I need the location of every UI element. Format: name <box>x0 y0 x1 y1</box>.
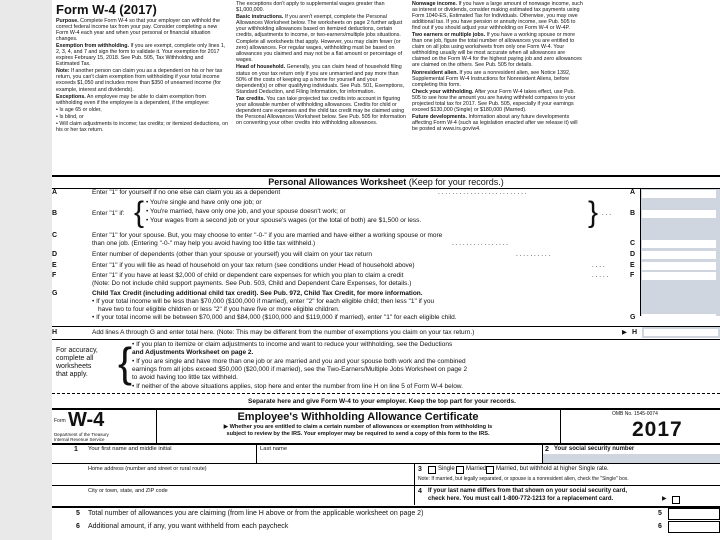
form-title: Form W-4 (2017) <box>56 2 157 17</box>
col3-paragraph-text: After your Form W-4 takes effect, use Pub. 505 to see how the amount you are having withheld compares to your projected total tax for 2017. See Pub. 505, especially if your earnings exceed $130,000 (Single) or $180,000 (Married). <box>412 88 576 113</box>
line-d-entry[interactable] <box>642 251 716 259</box>
accuracy-item-1: • If you plan to itemize or claim adjustments to income and want to reduce your withholding, see the Deductions <box>132 341 453 348</box>
line-g-text-1: Child Tax Credit (including additional child tax credit). See Pub. 972, Child Tax Credit, for more information. <box>92 290 423 297</box>
col2-paragraph <box>236 39 406 63</box>
cert-row6-text: Additional amount, if any, you want withheld from each paycheck <box>88 523 289 530</box>
cert-header-divider-right <box>560 409 561 443</box>
married-higher-checkbox[interactable] <box>486 466 494 474</box>
cert-dept-1: Department of the Treasury <box>54 432 109 437</box>
line-g-text-3: have two to four eligible children or less "2" if you have five or more eligible children. <box>98 306 340 313</box>
accuracy-item-3: • If you are single and have more than one job or are married and you and your spouse both work and the combined <box>132 358 466 365</box>
instructions-column-3 <box>412 1 584 171</box>
line-b-brace-left: { <box>134 196 145 229</box>
worksheet-heading <box>52 177 720 187</box>
line-b-option-2: • You're married, have only one job, and your spouse doesn't work; or <box>146 208 346 215</box>
col3-paragraph-heading: Nonwage income. <box>412 1 458 7</box>
line-h-top-rule <box>52 326 720 327</box>
col1-paragraph-text: • Will claim adjustments to income; tax credits; or itemized deductions, on his or her tax return. <box>56 120 228 133</box>
col1-paragraph-text: • Is age 65 or older, <box>56 106 102 113</box>
col1-paragraph <box>56 68 228 92</box>
cert-city-label: City or town, state, and ZIP code <box>88 488 168 494</box>
line-b-letter: B <box>52 210 58 217</box>
accuracy-brace: { <box>118 339 133 386</box>
cert-row4-divider <box>414 485 415 505</box>
col3-paragraph <box>412 89 584 113</box>
married-label: Married <box>466 466 487 472</box>
col1-paragraph-heading: Exemption from withholding. <box>56 43 129 50</box>
worksheet-title-suffix: (Keep for your records.) <box>408 177 504 187</box>
line-f-text-1: Enter "1" if you have at least $2,000 of child or dependent care expenses for which you plan to claim a credit <box>92 272 404 279</box>
col3-paragraph-text: If you have a large amount of nonwage income, such as interest or dividends, consider making estimated tax payments using Form 1040-ES, Estimated Tax for Individuals. Otherwise, you may owe additional tax. If you have pension or annuity income, see Pub. 505 to find out if you should adjust your withholding on Form W-4 or W-4P. <box>412 1 583 32</box>
cert-row4-text-1: If your last name differs from that shown on your social security card, <box>428 488 628 494</box>
col1-paragraph-text: If another person can claim you as a dependent on his or her tax return, you can't claim exemption from withholding if your total income exceeds $1,050 and includes more than $350 of unearned income (for example, interest and dividends). <box>56 68 223 93</box>
cert-row3-note: Note: If married, but legally separated, or spouse is a nonresident alien, check the "Single" box. <box>418 476 629 482</box>
separate-instruction: Separate here and give Form W-4 to your employer. Keep the top part for your records. <box>248 398 516 405</box>
cert-row5-top <box>52 506 720 508</box>
col1-paragraph-text: • Is blind, or <box>56 113 84 120</box>
accuracy-label-2: complete all <box>56 355 94 362</box>
line-e-dots: . . . . <box>592 262 605 269</box>
single-label: Single <box>438 466 455 472</box>
col2-paragraph-heading: Tax credits. <box>236 95 266 102</box>
cert-first-name-label: Your first name and middle initial <box>88 446 172 452</box>
accuracy-label-3: worksheets <box>56 363 92 370</box>
col1-paragraph <box>56 107 228 113</box>
cert-row3-num: 3 <box>418 466 422 473</box>
line-g-letter: G <box>52 290 58 297</box>
line-d-letter: D <box>52 251 58 258</box>
cert-row4-num: 4 <box>418 488 422 495</box>
line-a-letter: A <box>52 189 58 196</box>
col3-paragraph-text: If you are a nonresident alien, see Notice 1392, Supplemental Form W-4 Instructions for Nonresident Aliens, before completing this form. <box>412 69 571 88</box>
col1-paragraph <box>56 94 228 106</box>
cert-row1-top <box>52 443 720 445</box>
col2-paragraph-text: Complete all worksheets that apply. However, you may claim fewer (or zero) allowances. For regular wages, withholding must be based on allowances you claimed and may not be a flat amount or percentage of wages. <box>236 39 403 64</box>
cert-form-word: Form <box>54 418 66 424</box>
line-f-text-2: (Note: Do not include child support payments. See Pub. 503, Child and Dependent Care Expenses, for details.) <box>92 280 412 287</box>
cert-row4-arrow: ▶ <box>662 496 667 502</box>
cert-form-name: W-4 <box>68 409 105 431</box>
line-c-dots: . . . . . . . . . . . . . . . . <box>452 240 508 247</box>
cert-row2-num: 2 <box>545 446 549 453</box>
accuracy-label-4: that apply. <box>56 371 88 378</box>
cert-row3-divider <box>414 463 415 485</box>
line-f-end: F <box>630 272 635 279</box>
line-e-text: Enter "1" if you will file as head of household on your tax return (see conditions under Head of household above) <box>92 262 415 269</box>
col2-paragraph-text: The exceptions don't apply to supplemental wages greater than $1,000,000. <box>236 1 385 14</box>
line-a-entry[interactable] <box>642 190 716 198</box>
accuracy-label <box>56 347 98 379</box>
cert-row5-box-label: 5 <box>658 510 662 517</box>
instructions-column-2 <box>236 1 406 168</box>
col2-paragraph-heading: Head of household. <box>236 64 286 71</box>
col3-paragraph <box>412 114 584 132</box>
accuracy-label-1: For accuracy, <box>56 347 98 354</box>
line-g-entry[interactable] <box>642 314 716 322</box>
line-f-entry[interactable] <box>642 272 716 280</box>
worksheet-title: Personal Allowances Worksheet <box>268 177 407 187</box>
cert-title: Employee's Withholding Allowance Certificate <box>237 411 479 423</box>
col2-paragraph <box>236 96 406 126</box>
cert-address-label: Home address (number and street or rural route) <box>88 466 207 472</box>
col3-paragraph-heading: Check your withholding. <box>412 88 474 95</box>
cert-year: 2017 <box>632 418 683 441</box>
cert-sub-1: ▶ Whether you are entitled to claim a certain number of allowances or exemption from withholding is <box>223 424 493 430</box>
col3-paragraph-heading: Nonresident alien. <box>412 69 458 76</box>
col2-paragraph <box>236 64 406 94</box>
line-c-letter: C <box>52 232 58 239</box>
line-e-entry[interactable] <box>642 262 716 270</box>
cert-row4-top <box>52 485 720 486</box>
line-e-end: E <box>630 262 635 269</box>
cert-last-name-label: Last name <box>260 446 288 452</box>
line-c-text-1: Enter "1" for your spouse. But, you may choose to enter "-0-" if you are married and have either a working spouse or more <box>92 232 443 239</box>
cert-dept <box>54 432 109 442</box>
line-a-end: A <box>630 189 636 196</box>
col3-paragraph <box>412 32 584 68</box>
line-d-dots: . . . . . . . . . . <box>516 251 551 258</box>
col2-paragraph-text: Generally, you can claim head of household filing status on your tax return only if you are unmarried and pay more than 50% of the costs of keeping up a home for yourself and your dependent(s) or other qualifying individuals. See Pub. 501, Exemptions, Standard Deduction, and Filing Information, for information. <box>236 64 405 95</box>
single-checkbox[interactable] <box>428 466 436 474</box>
cert-row1-num: 1 <box>74 446 78 453</box>
col1-paragraph-heading: Note: <box>56 68 70 75</box>
cert-dept-2: Internal Revenue Service <box>54 437 105 442</box>
cert-row5-text: Total number of allowances you are claiming (from line H above or from the applicable worksheet on page 2) <box>88 510 424 517</box>
cert-row6-box-label: 6 <box>658 523 662 530</box>
cert-ssn-input[interactable] <box>543 454 720 463</box>
allowances-input[interactable] <box>668 508 720 520</box>
line-g-end: G <box>630 314 636 321</box>
line-a-text: Enter "1" for yourself if no one else can claim you as a dependent <box>92 189 281 196</box>
cert-address-input[interactable] <box>88 472 408 481</box>
cert-first-name-input[interactable] <box>88 452 256 461</box>
col2-paragraph <box>236 1 406 13</box>
col3-paragraph <box>412 70 584 88</box>
cert-row4-text-2: check here. You must call 1-800-772-1213 for a replacement card. <box>428 496 614 502</box>
col2-paragraph <box>236 14 406 38</box>
col1-paragraph-heading: Exceptions. <box>56 93 86 100</box>
col2-paragraph-text: If you aren't exempt, complete the Personal Allowances Worksheet below. The worksheets on page 2 further adjust your withholding allowances based on itemized deductions, certain credits, adjustments to income, or two-earners/multiple jobs situations. <box>236 14 403 39</box>
col3-paragraph-heading: Future developments. <box>412 113 468 120</box>
cut-line <box>52 393 720 394</box>
cert-row6-num: 6 <box>76 523 80 530</box>
married-checkbox[interactable] <box>456 466 464 474</box>
line-h-arrow: ▶ <box>622 329 627 336</box>
accuracy-item-2: and Adjustments Worksheet on page 2. <box>132 349 254 356</box>
col3-paragraph-heading: Two earners or multiple jobs. <box>412 32 486 39</box>
worksheet-entry-divider <box>640 189 641 316</box>
line-d-text: Enter number of dependents (other than your spouse or yourself) you will claim on your tax return <box>92 251 373 258</box>
cert-sub-2: subject to review by the IRS. Your employer may be required to send a copy of this form to the IRS. <box>226 431 490 437</box>
accuracy-top-rule <box>52 339 720 340</box>
line-b-lead: Enter "1" if: <box>92 210 125 217</box>
col1-paragraph <box>56 114 228 120</box>
line-b-option-1: • You're single and have only one job; or <box>146 199 262 206</box>
line-b-option-3: • Your wages from a second job or your spouse's wages (or the total of both) are $1,500 or less. <box>146 217 422 224</box>
line-g-text-4: • If your total income will be between $70,000 and $84,000 ($100,000 and $119,000 if married), enter "1" for each eligible child. <box>92 314 457 321</box>
line-h-entry[interactable] <box>644 329 718 336</box>
line-b-end: B <box>630 210 636 217</box>
cert-top-rule <box>52 408 720 410</box>
col3-paragraph-text: Information about any future developments affecting Form W-4 (such as legislation enacted after we release it) will be posted at www.irs.gov/w4. <box>412 113 578 132</box>
line-h-letter: H <box>52 329 58 336</box>
col1-paragraph-text: An employee may be able to claim exemption from withholding even if the employee is a dependent, if the employee: <box>56 93 210 106</box>
cert-ssn-label: Your social security number <box>554 446 635 452</box>
name-differs-checkbox[interactable] <box>672 496 680 504</box>
accuracy-item-6: • If neither of the above situations applies, stop here and enter the number from line H on line 5 of Form W-4 below. <box>132 383 463 390</box>
col2-paragraph-text: You can take projected tax credits into account in figuring your allowable number of withholding allowances. Credits for child or dependent care expenses and the child tax credit may be claimed using the Personal Allowances Worksheet below. See Pub. 505 for information on converting your other credits into withholding allowances. <box>236 95 406 126</box>
col2-paragraph-heading: Basic instructions. <box>236 14 284 21</box>
accuracy-item-4: earnings from all jobs exceed $50,000 ($20,000 if married), see the Two-Earners/Multiple Jobs Worksheet on page 2 <box>132 366 468 373</box>
instructions-column-1 <box>56 18 228 168</box>
col1-paragraph <box>56 43 228 67</box>
line-d-end: D <box>630 251 636 258</box>
col1-paragraph <box>56 18 228 42</box>
accuracy-item-5: to avoid having too little tax withheld. <box>132 374 238 381</box>
line-h-text: Add lines A through G and enter total here. (Note: This may be different from the number of exemptions you claim on your tax return.) <box>92 329 475 336</box>
cert-row5-num: 5 <box>76 510 80 517</box>
line-h-end: H <box>632 329 638 336</box>
additional-amount-input[interactable] <box>668 521 720 533</box>
line-b-dots: . . . <box>602 210 612 217</box>
col3-paragraph-text: If you have a working spouse or more than one job, figure the total number of allowances you are entitled to claim on all jobs using worksheets from only one Form W-4. Your withholding usually will be most accurate when all allowances are claimed on the Form W-4 for the highest paying job and zero allowances are claimed on the others. See Pub. 505 for details. <box>412 32 582 69</box>
col1-paragraph-text: Complete Form W-4 so that your employer can withhold the correct federal income tax from your pay. Consider completing a new Form W-4 each year and when your personal or financial situation changes. <box>56 18 220 43</box>
line-c-text-2: than one job. (Entering "-0-" may help you avoid having too little tax withheld.) <box>92 240 316 247</box>
col3-paragraph <box>412 1 584 31</box>
cert-row1-divider <box>256 444 257 463</box>
line-e-letter: E <box>52 262 57 269</box>
cert-omb: OMB No. 1545-0074 <box>612 411 658 417</box>
cert-row3-top <box>52 463 720 464</box>
line-g-text-2: • If your total income will be less than $70,000 ($100,000 if married), enter "2" for each eligible child; then less "1" if you <box>92 298 435 305</box>
married-higher-label: Married, but withhold at higher Single rate. <box>496 466 609 472</box>
line-b-brace-right: } <box>588 196 599 229</box>
cert-city-input[interactable] <box>88 494 408 503</box>
col1-paragraph <box>56 121 228 133</box>
col1-paragraph-heading: Purpose. <box>56 18 79 24</box>
line-c-entry[interactable] <box>642 240 716 248</box>
cert-last-name-input[interactable] <box>260 452 410 461</box>
w4-form-page <box>52 0 720 540</box>
line-c-end: C <box>630 240 636 247</box>
line-f-letter: F <box>52 272 57 279</box>
line-b-entry[interactable] <box>642 210 716 218</box>
line-a-dots: . . . . . . . . . . . . . . . . . . . . . . . . . <box>438 189 527 196</box>
line-f-dots: . . . . . <box>592 272 609 279</box>
col1-paragraph-text: If you are exempt, complete only lines 1, 2, 3, 4, and 7 and sign the form to validate it. Your exemption for 2017 expires February 15, 2018. See Pub. 505, Tax Withholding and Estimated Tax. <box>56 43 226 68</box>
